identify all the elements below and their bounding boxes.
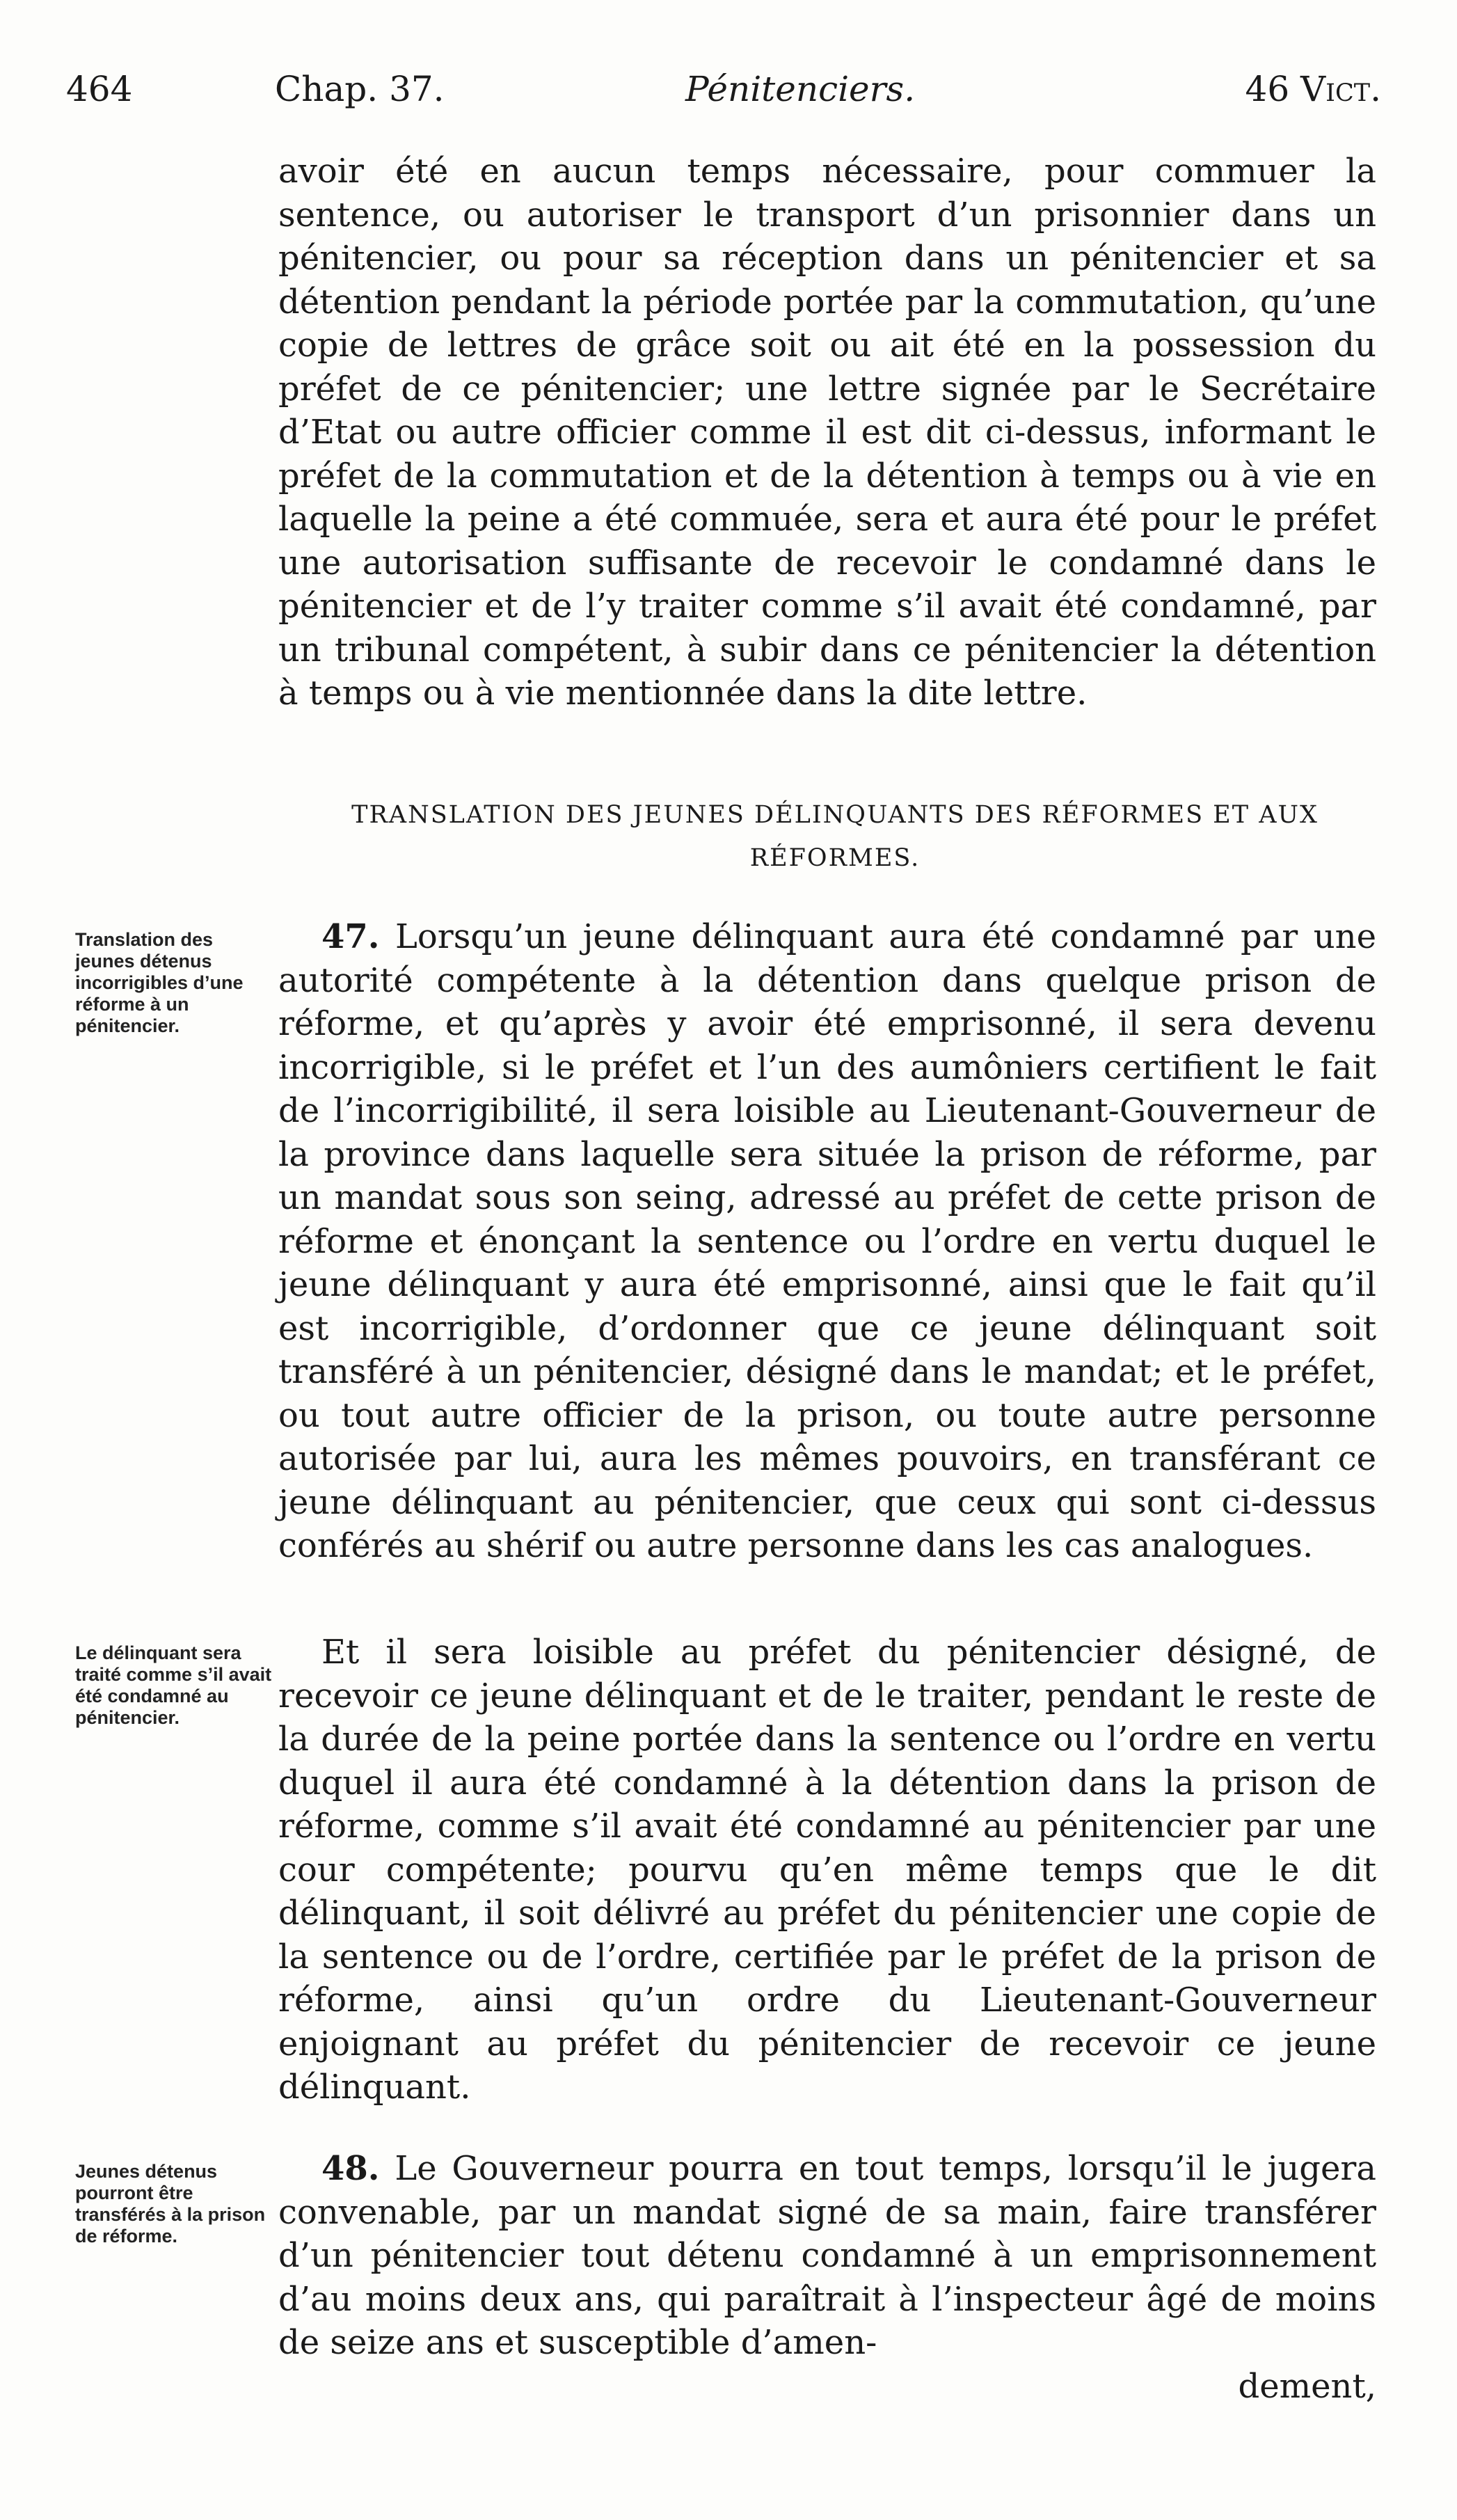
margin-note-treatment: Le délinquant sera traité comme s’il avait été condamné au pénitencier. [75,1642,272,1728]
margin-note-transfer: Jeunes détenus pourront être transférés à la prison de réforme. [75,2161,266,2246]
running-header [66,61,1381,117]
paragraph-text: Et il sera loisible au préfet du pénitencier désigné, de recevoir ce jeune délinquant et de le traiter, pendant le reste de la durée de la peine portée dans la sentence ou l’ordre en vertu duquel il aura été condamné à la détention dans la prison de réforme, comme s’il avait été condamné au pénitencier par une cour compétente; pourvu qu’en même temps que le dit délinquant, il soit délivré au préfet du pénitencier une copie de la sentence ou de l’ordre, certifiée par le préfet de la prison de réforme, ainsi qu’un ordre du Lieutenant-Gouverneur enjoignant au préfet du pénitencier de recevoir ce jeune délinquant. [278,1633,1376,2107]
margin-note-translation: Translation des jeunes détenus incorrigibles d’une réforme à un pénitencier. [75,929,244,1036]
section-heading: TRANSLATION DES JEUNES DÉLINQUANTS DES RÉFORMES ET AUX RÉFORMES. [351,801,1319,872]
section-48 [278,2147,1376,2408]
section-number: 47. [321,917,380,956]
continuation-paragraph [278,150,1376,715]
section-number: 48. [321,2149,380,2188]
chapter-label: Chap. 37. [275,69,445,109]
section-text: Lorsqu’un jeune délinquant aura été condamné par une autorité compétente à la détention dans quelque prison de réforme, et qu’après y avoir été emprisonné, il sera devenu incorrigible, si le préfet et l’un des aumôniers certifient le fait de l’incorrigibilité, il sera loisible au Lieutenant-Gouverneur de la province dans laquelle sera située la prison de réforme, par un mandat sous son seing, adressé au préfet de cette prison de réforme et énonçant la sentence ou l’ordre en vertu duquel le jeune délinquant y aura été emprisonné, ainsi que le fait qu’il est incorrigible, d’ordonner que ce jeune délinquant soit transféré à un pénitencier, désigné dans le mandat; et le préfet, ou tout autre officier de la prison, ou toute autre personne autorisée par lui, aura les mêmes pouvoirs, en transférant ce jeune délinquant au pénitencier, que ceux qui sont ci-dessus conférés au shérif ou autre personne dans les cas analogues. [278,917,1376,1565]
section-text: Le Gouverneur pourra en tout temps, lorsqu’il le jugera convenable, par un mandat signé de sa main, faire transférer d’un pénitencier tout détenu condamné à un emprisonnement d’au moins deux ans, qui paraîtrait à l’inspecteur âgé de moins de seize ans et susceptible d’amen- [278,2149,1376,2362]
section-47-continued [278,1631,1376,2109]
regnal-year: 46 Vict. [1245,69,1381,109]
carryover-word: dement, [1238,2366,1376,2406]
paragraph-text: avoir été en aucun temps nécessaire, pour commuer la sentence, ou autoriser le transport d’un prisonnier dans un pénitencier, ou pour sa réception dans un pénitencier et sa détention pendant la période portée par la commutation, qu’une copie de lettres de grâce soit ou ait été en la possession du préfet de ce pénitencier; une lettre signée par le Secrétaire d’Etat ou autre officier comme il est dit ci-dessus, informant le préfet de la commutation et de la détention à temps ou à vie en laquelle la peine a été commuée, sera et aura été pour le préfet une autorisation suffisante de recevoir le condamné dans le pénitencier et de l’y traiter comme s’il avait été condamné, par un tribunal compétent, à subir dans ce pénitencier la détention à temps ou à vie mentionnée dans la dite lettre. [278,152,1376,713]
running-title: Pénitenciers. [685,69,916,109]
section-47 [278,915,1376,1568]
page-number: 464 [66,69,133,109]
